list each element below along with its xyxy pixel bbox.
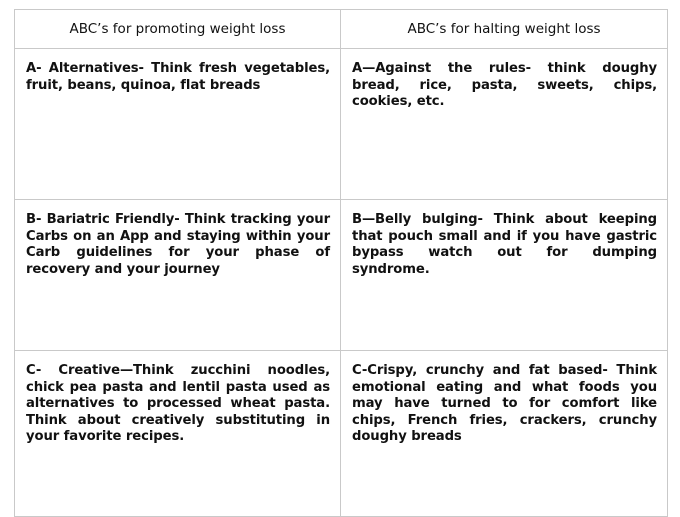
cell-text: C- Creative—Think zucchini noodles, chick pea pasta and lentil pasta used as alternatives to processed wheat pasta. Think about creatively substituting in your favorite recipes. (26, 363, 330, 444)
cell-text: C-Crispy, crunchy and fat based- Think emotional eating and what foods you may have turned to for comfort like chips, French fries, crackers, crunchy doughy breads (352, 363, 657, 444)
table-row (15, 200, 668, 351)
header-promoting: ABC’s for promoting weight loss (15, 10, 341, 49)
cell-text: A- Alternatives- Think fresh vegetables, fruit, beans, quinoa, flat breads (26, 61, 330, 93)
header-halting: ABC’s for halting weight loss (341, 10, 668, 49)
cell-promoting-a (15, 49, 341, 200)
cell-halting-a (341, 49, 668, 200)
table-row (15, 49, 668, 200)
cell-text: B- Bariatric Friendly- Think tracking your Carbs on an App and staying within your Carb guidelines for your phase of recovery and your journey (26, 212, 330, 277)
cell-text: A—Against the rules- think doughy bread, rice, pasta, sweets, chips, cookies, etc. (352, 61, 657, 109)
cell-promoting-b (15, 200, 341, 351)
cell-text: B—Belly bulging- Think about keeping that pouch small and if you have gastric bypass watch out for dumping syndrome. (352, 212, 657, 277)
header-row (15, 10, 668, 49)
abc-table (14, 9, 668, 517)
cell-halting-b (341, 200, 668, 351)
